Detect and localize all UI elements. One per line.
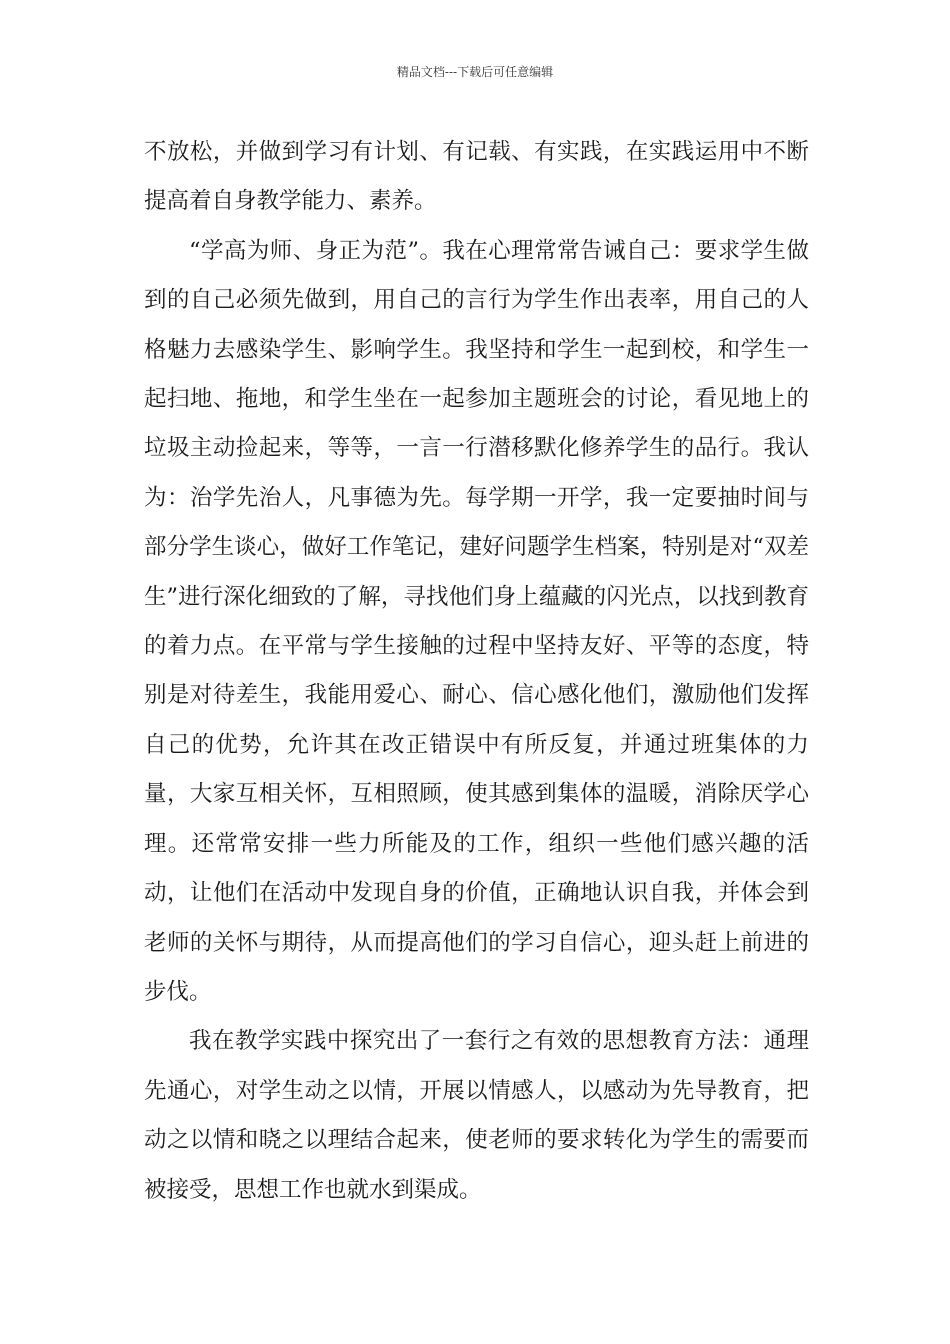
paragraph-1: 不放松，并做到学习有计划、有记载、有实践，在实践运用中不断提高着自身教学能力、素养。 <box>144 139 809 215</box>
paragraph-3: 我在教学实践中探究出了一套行之有效的思想教育方法：通理先通心，对学生动之以情，开展以情感人，以感动为先导教育，把动之以情和晓之以理结合起来，使老师的要求转化为学生的需要而被接受，思想工作也就水到渠成。 <box>144 1028 809 1203</box>
document-body <box>144 128 809 1215</box>
paragraph-2: “学高为师、身正为范”。我在心理常常告诫自己：要求学生做到的自己必须先做到，用自己的言行为学生作出表率，用自己的人格魅力去感染学生、影响学生。我坚持和学生一起到校，和学生一起扫地、拖地，和学生坐在一起参加主题班会的讨论，看见地上的垃圾主动捡起来，等等，一言一行潜移默化修养学生的品行。我认为：治学先治人，凡事德为先。每学期一开学，我一定要抽时间与部分学生谈心，做好工作笔记，建好问题学生档案，特别是对“双差生”进行深化细致的了解，寻找他们身上蕴藏的闪光点，以找到教育的着力点。在平常与学生接触的过程中坚持友好、平等的态度，特别是对待差生，我能用爱心、耐心、信心感化他们，激励他们发挥自己的优势，允许其在改正错误中有所反复，并通过班集体的力量，大家互相关怀，互相照顾，使其感到集体的温暖，消除厌学心理。还常常安排一些力所能及的工作，组织一些他们感兴趣的活动，让他们在活动中发现自身的价值，正确地认识自我，并体会到老师的关怀与期待，从而提高他们的学习自信心，迎头赶上前进的步伐。 <box>144 237 809 1005</box>
page-header: 精品文档---下载后可任意编辑 <box>396 65 554 79</box>
